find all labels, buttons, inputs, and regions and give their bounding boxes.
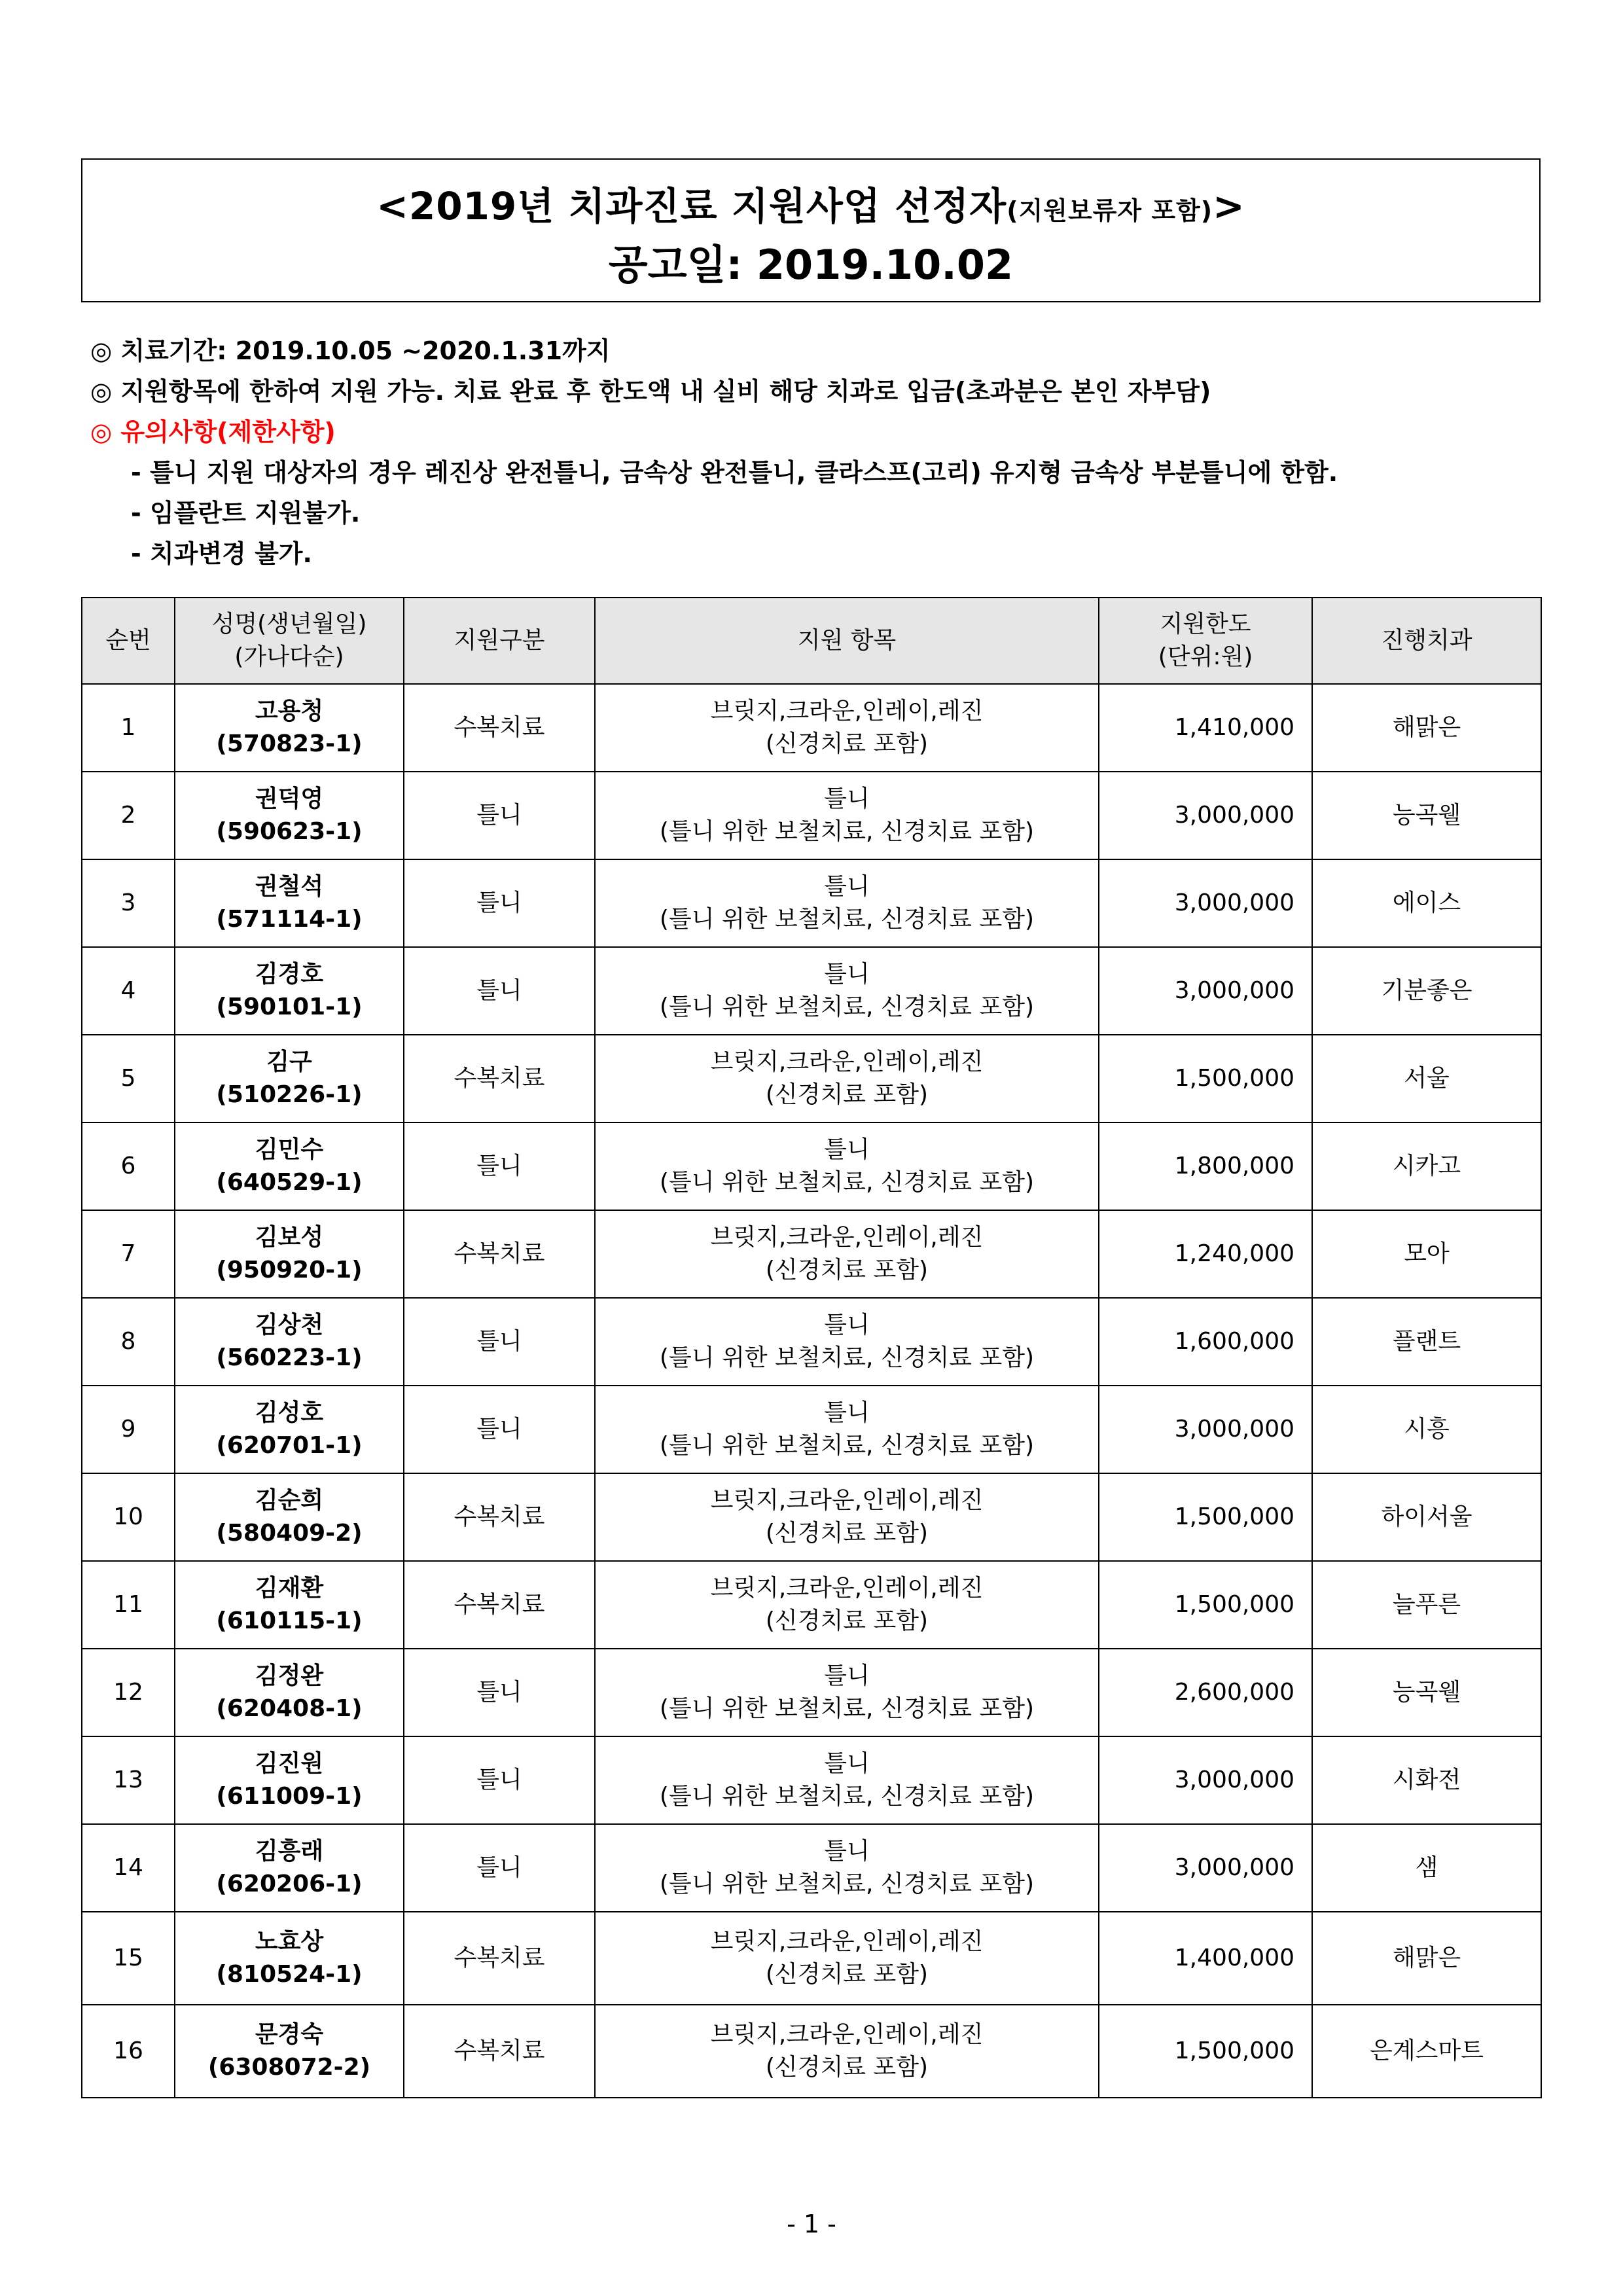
- cell-type: 수복치료: [404, 1035, 595, 1122]
- header-clinic: 진행치과: [1312, 598, 1541, 684]
- cell-name: [175, 2005, 404, 2098]
- note-item: - 틀니 지원 대상자의 경우 레진상 완전틀니, 금속상 완전틀니, 클라스프(고리) 유지형 금속상 부분틀니에 한함.: [131, 458, 1338, 487]
- cell-limit: 2,600,000: [1099, 1649, 1312, 1736]
- cell-seq: 7: [82, 1210, 175, 1298]
- person-name: 김성호: [255, 1399, 324, 1426]
- item-line2: (신경치료 포함): [765, 1520, 929, 1547]
- header-item: 지원 항목: [595, 598, 1099, 684]
- cell-clinic: 늘푸른: [1312, 1561, 1541, 1649]
- cell-seq: 1: [82, 684, 175, 772]
- cell-clinic: 하이서울: [1312, 1473, 1541, 1561]
- cell-name: [175, 859, 404, 947]
- birth-date: (611009-1): [216, 1783, 363, 1810]
- cell-type: 틀니: [404, 1298, 595, 1386]
- birth-date: (640529-1): [216, 1169, 363, 1196]
- item-line2: (신경치료 포함): [765, 1607, 929, 1634]
- cell-name: [175, 684, 404, 772]
- cell-seq: 2: [82, 772, 175, 859]
- cell-item: [595, 1561, 1099, 1649]
- cell-clinic: 능곡웰: [1312, 772, 1541, 859]
- note-caution: ◎ 유의사항(제한사항): [90, 418, 336, 446]
- cell-seq: 3: [82, 859, 175, 947]
- title-box: [81, 158, 1541, 302]
- cell-name: [175, 1561, 404, 1649]
- birth-date: (620206-1): [216, 1871, 363, 1897]
- person-name: 김재환: [255, 1575, 324, 1602]
- person-name: 권덕영: [255, 785, 324, 812]
- birth-date: (590101-1): [216, 994, 363, 1020]
- birth-date: (510226-1): [216, 1081, 363, 1108]
- table-row: [82, 1912, 1541, 2005]
- header-limit: 지원한도 (단위:원): [1099, 598, 1312, 684]
- item-line1: 브릿지,크라운,인레이,레진: [710, 2021, 984, 2048]
- item-line2: (틀니 위한 보철치료, 신경치료 포함): [659, 1169, 1035, 1196]
- cell-item: [595, 684, 1099, 772]
- item-line1: 틀니: [824, 1662, 870, 1689]
- cell-limit: 1,500,000: [1099, 1473, 1312, 1561]
- cell-type: 수복치료: [404, 1473, 595, 1561]
- cell-seq: 8: [82, 1298, 175, 1386]
- birth-date: (610115-1): [216, 1607, 363, 1634]
- header-name: 성명(생년월일) (가나다순): [175, 598, 404, 684]
- table-row: [82, 859, 1541, 947]
- item-line2: (신경치료 포함): [765, 1961, 929, 1988]
- header-seq: 순번: [82, 598, 175, 684]
- cell-limit: 1,410,000: [1099, 684, 1312, 772]
- birth-date: (620701-1): [216, 1432, 363, 1459]
- item-line2: (신경치료 포함): [765, 730, 929, 757]
- cell-item: [595, 1386, 1099, 1473]
- cell-type: 틀니: [404, 1386, 595, 1473]
- cell-seq: 5: [82, 1035, 175, 1122]
- item-line1: 틀니: [824, 1136, 870, 1163]
- item-line2: (틀니 위한 보철치료, 신경치료 포함): [659, 1432, 1035, 1459]
- cell-type: 틀니: [404, 947, 595, 1035]
- table-row: [82, 1298, 1541, 1386]
- cell-type: 틀니: [404, 859, 595, 947]
- person-name: 김상천: [255, 1312, 324, 1338]
- table-row: [82, 947, 1541, 1035]
- cell-limit: 3,000,000: [1099, 859, 1312, 947]
- birth-date: (620408-1): [216, 1695, 363, 1722]
- announcement-date: 공고일: 2019.10.02: [608, 241, 1014, 289]
- birth-date: (571114-1): [216, 906, 363, 933]
- item-line1: 브릿지,크라운,인레이,레진: [710, 1575, 984, 1602]
- cell-item: [595, 1649, 1099, 1736]
- note-period: ◎ 치료기간: 2019.10.05 ~2020.1.31까지: [90, 336, 611, 365]
- cell-name: [175, 1824, 404, 1912]
- cell-clinic: 에이스: [1312, 859, 1541, 947]
- table-row: [82, 772, 1541, 859]
- note-item: - 치과변경 불가.: [131, 539, 312, 568]
- cell-limit: 1,500,000: [1099, 1035, 1312, 1122]
- birth-date: (810524-1): [216, 1961, 363, 1988]
- table-row: [82, 2005, 1541, 2098]
- person-name: 노효상: [255, 1928, 324, 1955]
- cell-name: [175, 1210, 404, 1298]
- person-name: 문경숙: [255, 2021, 324, 2048]
- cell-name: [175, 1122, 404, 1210]
- cell-item: [595, 1298, 1099, 1386]
- cell-seq: 6: [82, 1122, 175, 1210]
- cell-clinic: 플랜트: [1312, 1298, 1541, 1386]
- cell-item: [595, 947, 1099, 1035]
- item-line2: (틀니 위한 보철치료, 신경치료 포함): [659, 1695, 1035, 1722]
- item-line2: (틀니 위한 보철치료, 신경치료 포함): [659, 906, 1035, 933]
- cell-type: 수복치료: [404, 1561, 595, 1649]
- cell-limit: 3,000,000: [1099, 947, 1312, 1035]
- cell-clinic: 샘: [1312, 1824, 1541, 1912]
- item-line1: 브릿지,크라운,인레이,레진: [710, 1928, 984, 1955]
- table-row: [82, 1649, 1541, 1736]
- cell-type: 틀니: [404, 1122, 595, 1210]
- item-line2: (틀니 위한 보철치료, 신경치료 포함): [659, 994, 1035, 1020]
- birth-date: (590623-1): [216, 818, 363, 845]
- cell-limit: 1,800,000: [1099, 1122, 1312, 1210]
- person-name: 권철석: [255, 873, 324, 900]
- cell-name: [175, 1298, 404, 1386]
- cell-seq: 16: [82, 2005, 175, 2098]
- cell-clinic: 시화전: [1312, 1736, 1541, 1824]
- cell-item: [595, 1122, 1099, 1210]
- table-row: [82, 1561, 1541, 1649]
- cell-seq: 14: [82, 1824, 175, 1912]
- person-name: 김정완: [255, 1662, 324, 1689]
- cell-type: 수복치료: [404, 2005, 595, 2098]
- cell-seq: 11: [82, 1561, 175, 1649]
- note-support: ◎ 지원항목에 한하여 지원 가능. 치료 완료 후 한도액 내 실비 해당 치과로 입금(초과분은 본인 자부담): [90, 377, 1211, 406]
- table-row: [82, 1473, 1541, 1561]
- table-row: [82, 1035, 1541, 1122]
- cell-limit: 1,240,000: [1099, 1210, 1312, 1298]
- item-line2: (신경치료 포함): [765, 1081, 929, 1108]
- cell-type: 수복치료: [404, 1210, 595, 1298]
- table-row: [82, 1122, 1541, 1210]
- table-row: [82, 1386, 1541, 1473]
- cell-type: 틀니: [404, 772, 595, 859]
- cell-seq: 12: [82, 1649, 175, 1736]
- cell-name: [175, 1649, 404, 1736]
- birth-date: (570823-1): [216, 730, 363, 757]
- cell-item: [595, 1210, 1099, 1298]
- item-line1: 틀니: [824, 785, 870, 812]
- item-line2: (신경치료 포함): [765, 1257, 929, 1283]
- table-header-row: [82, 598, 1541, 684]
- item-line1: 브릿지,크라운,인레이,레진: [710, 1487, 984, 1514]
- cell-limit: 1,600,000: [1099, 1298, 1312, 1386]
- cell-clinic: 은계스마트: [1312, 2005, 1541, 2098]
- cell-type: 틀니: [404, 1736, 595, 1824]
- item-line1: 브릿지,크라운,인레이,레진: [710, 1049, 984, 1075]
- cell-name: [175, 1736, 404, 1824]
- cell-seq: 15: [82, 1912, 175, 2005]
- person-name: 김보성: [255, 1224, 324, 1251]
- cell-item: [595, 1824, 1099, 1912]
- person-name: 고용청: [255, 698, 324, 725]
- person-name: 김민수: [255, 1136, 324, 1163]
- cell-clinic: 기분좋은: [1312, 947, 1541, 1035]
- cell-seq: 4: [82, 947, 175, 1035]
- item-line2: (신경치료 포함): [765, 2054, 929, 2081]
- item-line1: 틀니: [824, 1312, 870, 1338]
- item-line1: 틀니: [824, 1750, 870, 1777]
- cell-item: [595, 2005, 1099, 2098]
- title-sub: (지원보류자 포함): [1007, 196, 1213, 225]
- cell-clinic: 능곡웰: [1312, 1649, 1541, 1736]
- cell-clinic: 모아: [1312, 1210, 1541, 1298]
- cell-type: 수복치료: [404, 1912, 595, 2005]
- cell-name: [175, 1386, 404, 1473]
- birth-date: (560223-1): [216, 1344, 363, 1371]
- cell-clinic: 해맑은: [1312, 1912, 1541, 2005]
- birth-date: (580409-2): [216, 1520, 363, 1547]
- cell-item: [595, 1912, 1099, 2005]
- note-item: - 임플란트 지원불가.: [131, 499, 361, 528]
- cell-item: [595, 772, 1099, 859]
- table-row: [82, 684, 1541, 772]
- cell-limit: 3,000,000: [1099, 772, 1312, 859]
- cell-type: 틀니: [404, 1649, 595, 1736]
- cell-clinic: 서울: [1312, 1035, 1541, 1122]
- cell-name: [175, 772, 404, 859]
- cell-limit: 1,400,000: [1099, 1912, 1312, 2005]
- cell-type: 틀니: [404, 1824, 595, 1912]
- item-line1: 틀니: [824, 1838, 870, 1865]
- person-name: 김순희: [255, 1487, 324, 1514]
- cell-name: [175, 947, 404, 1035]
- item-line1: 브릿지,크라운,인레이,레진: [710, 1224, 984, 1251]
- cell-item: [595, 1736, 1099, 1824]
- birth-date: (6308072-2): [207, 2054, 371, 2081]
- item-line2: (틀니 위한 보철치료, 신경치료 포함): [659, 1783, 1035, 1810]
- cell-seq: 9: [82, 1386, 175, 1473]
- cell-limit: 1,500,000: [1099, 1561, 1312, 1649]
- page-number: - 1 -: [787, 2210, 836, 2238]
- cell-seq: 13: [82, 1736, 175, 1824]
- cell-limit: 3,000,000: [1099, 1824, 1312, 1912]
- cell-clinic: 시카고: [1312, 1122, 1541, 1210]
- title-close: >: [1213, 184, 1245, 228]
- item-line2: (틀니 위한 보철치료, 신경치료 포함): [659, 1871, 1035, 1897]
- header-type: 지원구분: [404, 598, 595, 684]
- cell-item: [595, 1473, 1099, 1561]
- person-name: 김흥래: [255, 1838, 324, 1865]
- person-name: 김구: [266, 1049, 312, 1075]
- table-row: [82, 1736, 1541, 1824]
- item-line2: (틀니 위한 보철치료, 신경치료 포함): [659, 818, 1035, 845]
- cell-clinic: 해맑은: [1312, 684, 1541, 772]
- person-name: 김경호: [255, 961, 324, 988]
- table-row: [82, 1824, 1541, 1912]
- item-line2: (틀니 위한 보철치료, 신경치료 포함): [659, 1344, 1035, 1371]
- page-title: [82, 183, 1539, 234]
- cell-item: [595, 1035, 1099, 1122]
- cell-name: [175, 1912, 404, 2005]
- cell-limit: 3,000,000: [1099, 1736, 1312, 1824]
- cell-name: [175, 1473, 404, 1561]
- selection-table: [81, 597, 1542, 2098]
- item-line1: 브릿지,크라운,인레이,레진: [710, 698, 984, 725]
- item-line1: 틀니: [824, 873, 870, 900]
- cell-limit: 3,000,000: [1099, 1386, 1312, 1473]
- table-row: [82, 1210, 1541, 1298]
- cell-seq: 10: [82, 1473, 175, 1561]
- cell-clinic: 시흥: [1312, 1386, 1541, 1473]
- title-main: <2019년 치과진료 지원사업 선정자: [376, 184, 1007, 228]
- cell-type: 수복치료: [404, 684, 595, 772]
- birth-date: (950920-1): [216, 1257, 363, 1283]
- item-line1: 틀니: [824, 1399, 870, 1426]
- person-name: 김진원: [255, 1750, 324, 1777]
- cell-name: [175, 1035, 404, 1122]
- item-line1: 틀니: [824, 961, 870, 988]
- cell-limit: 1,500,000: [1099, 2005, 1312, 2098]
- cell-item: [595, 859, 1099, 947]
